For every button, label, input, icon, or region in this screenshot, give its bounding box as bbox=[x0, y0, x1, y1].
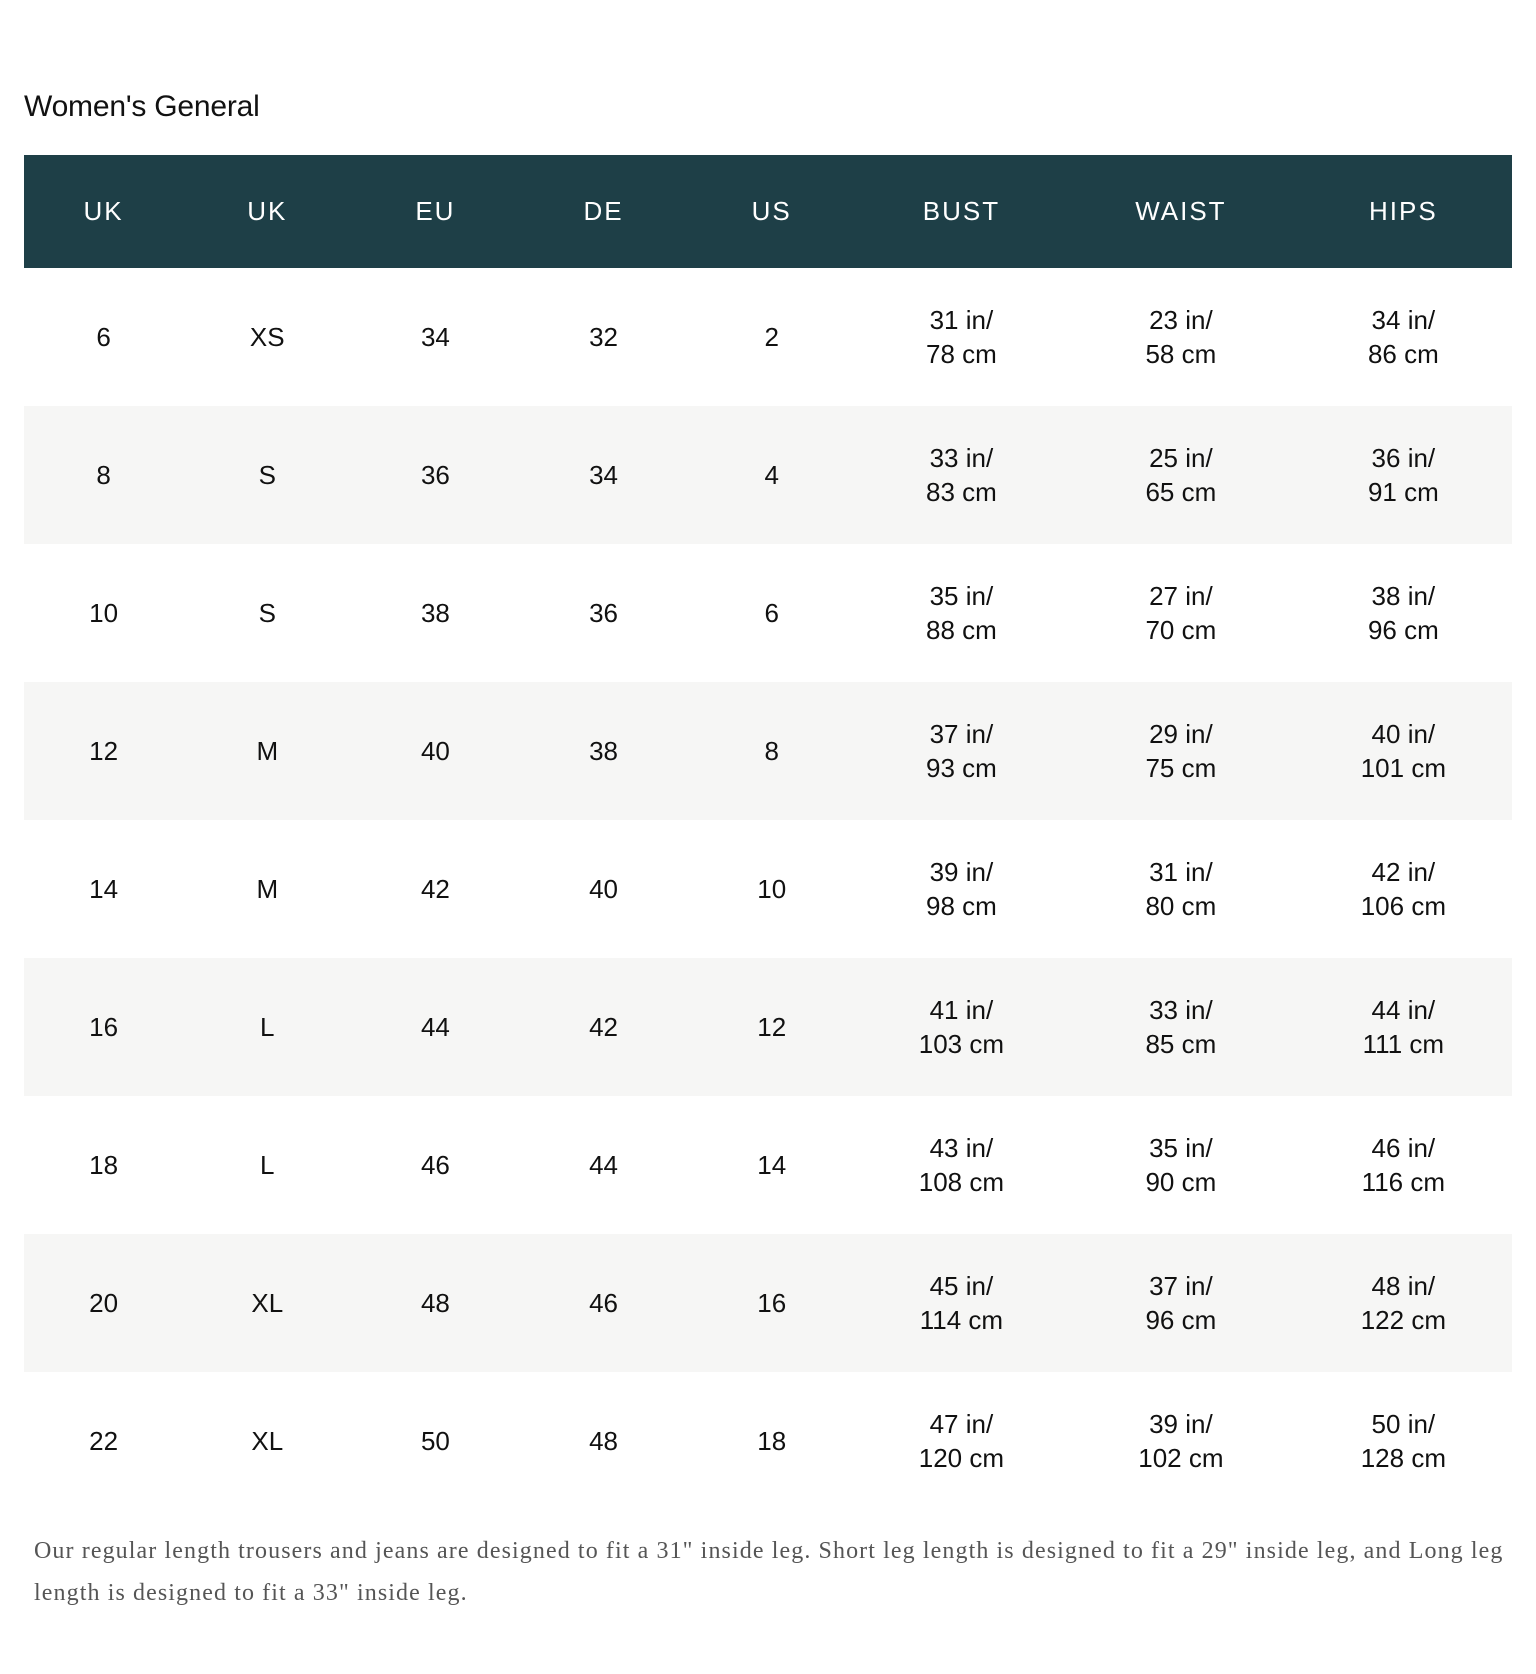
cell-hips bbox=[1295, 268, 1512, 406]
page-title: Women's General bbox=[24, 90, 260, 123]
cell-hips-inches: 42 in/ bbox=[1371, 857, 1436, 887]
cell-hips bbox=[1295, 820, 1512, 958]
cell-bust-inches: 31 in/ bbox=[929, 305, 994, 335]
table-row bbox=[24, 268, 1512, 406]
cell-waist-cm: 58 cm bbox=[1145, 339, 1217, 369]
cell-hips-cm: 128 cm bbox=[1360, 1443, 1446, 1473]
cell-bust bbox=[856, 682, 1067, 820]
cell-hips-inches: 40 in/ bbox=[1371, 719, 1436, 749]
cell-uk-letter: XS bbox=[249, 322, 285, 352]
cell-waist-inches: 27 in/ bbox=[1149, 581, 1213, 611]
cell-hips bbox=[1295, 1096, 1512, 1234]
cell-waist-cm: 70 cm bbox=[1145, 615, 1217, 645]
cell-waist-cm: 80 cm bbox=[1145, 891, 1217, 921]
cell-uk-size: 18 bbox=[89, 1150, 119, 1180]
cell-hips-cm: 116 cm bbox=[1361, 1167, 1446, 1197]
cell-de: 40 bbox=[589, 874, 619, 904]
cell-bust bbox=[856, 1234, 1067, 1372]
table-row bbox=[24, 406, 1512, 544]
cell-waist bbox=[1067, 268, 1295, 406]
cell-waist-cm: 102 cm bbox=[1138, 1443, 1224, 1473]
cell-hips-cm: 86 cm bbox=[1367, 339, 1439, 369]
cell-uk-letter: M bbox=[256, 736, 279, 766]
cell-uk-size: 20 bbox=[89, 1288, 119, 1318]
cell-uk-letter: L bbox=[260, 1150, 275, 1180]
cell-bust-inches: 43 in/ bbox=[929, 1133, 994, 1163]
cell-hips-inches: 34 in/ bbox=[1371, 305, 1436, 335]
cell-hips bbox=[1295, 1372, 1512, 1510]
cell-bust-cm: 93 cm bbox=[926, 753, 997, 783]
cell-eu: 40 bbox=[420, 736, 450, 766]
cell-de: 44 bbox=[589, 1150, 619, 1180]
table-row bbox=[24, 1372, 1512, 1510]
cell-hips-inches: 38 in/ bbox=[1371, 581, 1436, 611]
cell-hips bbox=[1295, 1234, 1512, 1372]
cell-eu: 34 bbox=[420, 322, 450, 352]
cell-bust bbox=[856, 958, 1067, 1096]
cell-hips-inches: 50 in/ bbox=[1371, 1409, 1436, 1439]
table-header-row bbox=[24, 155, 1512, 268]
cell-hips bbox=[1295, 406, 1512, 544]
cell-de: 46 bbox=[589, 1288, 619, 1318]
cell-hips bbox=[1295, 958, 1512, 1096]
cell-waist-inches: 39 in/ bbox=[1149, 1409, 1213, 1439]
header-waist: WAIST bbox=[1135, 196, 1227, 226]
cell-eu: 38 bbox=[420, 598, 450, 628]
cell-de: 38 bbox=[589, 736, 619, 766]
cell-us: 16 bbox=[757, 1288, 787, 1318]
cell-us: 18 bbox=[757, 1426, 787, 1456]
cell-de: 42 bbox=[589, 1012, 619, 1042]
cell-bust-cm: 114 cm bbox=[919, 1305, 1004, 1335]
cell-waist bbox=[1067, 958, 1295, 1096]
cell-uk-letter: XL bbox=[251, 1426, 284, 1456]
cell-eu: 36 bbox=[420, 460, 450, 490]
cell-bust-cm: 83 cm bbox=[926, 477, 997, 507]
header-uk-letter: UK bbox=[247, 196, 288, 226]
cell-bust bbox=[856, 820, 1067, 958]
cell-waist bbox=[1067, 682, 1295, 820]
table-body bbox=[24, 268, 1512, 1510]
cell-hips-cm: 106 cm bbox=[1360, 891, 1446, 921]
cell-waist-inches: 37 in/ bbox=[1149, 1271, 1213, 1301]
header-bust: BUST bbox=[922, 196, 1001, 226]
table-row bbox=[24, 958, 1512, 1096]
cell-uk-letter: S bbox=[258, 598, 276, 628]
cell-bust-inches: 47 in/ bbox=[929, 1409, 994, 1439]
cell-waist-cm: 85 cm bbox=[1145, 1029, 1217, 1059]
cell-bust-cm: 120 cm bbox=[918, 1443, 1005, 1473]
cell-bust-cm: 78 cm bbox=[926, 339, 997, 369]
cell-us: 10 bbox=[757, 874, 787, 904]
header-us: US bbox=[751, 196, 792, 226]
inside-leg-note: Our regular length trousers and jeans are designed to fit a 31" inside leg. Short leg length is designed to fit a 29" inside leg, and Long leg length is designed to fit a 33" inside leg. bbox=[34, 1538, 1504, 1606]
cell-de: 36 bbox=[589, 598, 619, 628]
cell-waist-cm: 90 cm bbox=[1145, 1167, 1217, 1197]
cell-bust-inches: 39 in/ bbox=[929, 857, 994, 887]
cell-uk-size: 8 bbox=[96, 460, 111, 490]
cell-waist bbox=[1067, 1096, 1295, 1234]
cell-waist-cm: 65 cm bbox=[1145, 477, 1217, 507]
cell-hips-cm: 122 cm bbox=[1360, 1305, 1446, 1335]
cell-hips-cm: 101 cm bbox=[1360, 753, 1446, 783]
cell-bust-inches: 37 in/ bbox=[929, 719, 994, 749]
cell-bust bbox=[856, 544, 1067, 682]
cell-waist bbox=[1067, 544, 1295, 682]
cell-bust-cm: 88 cm bbox=[926, 615, 997, 645]
cell-uk-letter: S bbox=[258, 460, 276, 490]
cell-hips-inches: 46 in/ bbox=[1371, 1133, 1436, 1163]
cell-waist bbox=[1067, 820, 1295, 958]
header-eu: EU bbox=[415, 196, 456, 226]
cell-uk-letter: XL bbox=[251, 1288, 284, 1318]
cell-hips-inches: 48 in/ bbox=[1371, 1271, 1436, 1301]
cell-bust-inches: 35 in/ bbox=[929, 581, 994, 611]
cell-bust-cm: 103 cm bbox=[918, 1029, 1005, 1059]
table-row bbox=[24, 1234, 1512, 1372]
cell-waist-inches: 35 in/ bbox=[1149, 1133, 1213, 1163]
cell-hips-inches: 44 in/ bbox=[1371, 995, 1436, 1025]
header-de: DE bbox=[583, 196, 624, 226]
cell-us: 2 bbox=[764, 322, 779, 352]
cell-bust bbox=[856, 1372, 1067, 1510]
cell-waist bbox=[1067, 1372, 1295, 1510]
cell-hips-inches: 36 in/ bbox=[1371, 443, 1436, 473]
cell-uk-size: 16 bbox=[89, 1012, 119, 1042]
table-row bbox=[24, 1096, 1512, 1234]
cell-waist-cm: 75 cm bbox=[1145, 753, 1217, 783]
cell-eu: 44 bbox=[420, 1012, 450, 1042]
cell-uk-letter: L bbox=[260, 1012, 275, 1042]
header-hips: HIPS bbox=[1369, 196, 1438, 226]
cell-eu: 48 bbox=[420, 1288, 450, 1318]
cell-bust bbox=[856, 1096, 1067, 1234]
cell-uk-size: 22 bbox=[89, 1426, 119, 1456]
cell-uk-size: 10 bbox=[89, 598, 119, 628]
cell-waist-inches: 31 in/ bbox=[1149, 857, 1213, 887]
cell-waist-inches: 29 in/ bbox=[1149, 719, 1213, 749]
cell-us: 8 bbox=[764, 736, 779, 766]
table-row bbox=[24, 820, 1512, 958]
cell-hips-cm: 91 cm bbox=[1367, 477, 1439, 507]
cell-hips bbox=[1295, 544, 1512, 682]
cell-bust bbox=[856, 268, 1067, 406]
cell-de: 48 bbox=[589, 1426, 619, 1456]
cell-de: 34 bbox=[589, 460, 619, 490]
table-row bbox=[24, 682, 1512, 820]
cell-bust-inches: 41 in/ bbox=[929, 995, 994, 1025]
cell-bust-inches: 45 in/ bbox=[929, 1271, 994, 1301]
cell-hips-cm: 96 cm bbox=[1367, 615, 1439, 645]
cell-uk-size: 14 bbox=[89, 874, 119, 904]
cell-uk-size: 6 bbox=[96, 322, 111, 352]
cell-us: 12 bbox=[757, 1012, 787, 1042]
cell-waist-inches: 33 in/ bbox=[1149, 995, 1213, 1025]
cell-waist bbox=[1067, 406, 1295, 544]
header-uk-size: UK bbox=[83, 196, 124, 226]
cell-bust-inches: 33 in/ bbox=[929, 443, 994, 473]
cell-eu: 42 bbox=[420, 874, 450, 904]
cell-waist-cm: 96 cm bbox=[1145, 1305, 1217, 1335]
cell-eu: 50 bbox=[420, 1426, 450, 1456]
cell-bust-cm: 108 cm bbox=[918, 1167, 1005, 1197]
cell-us: 4 bbox=[764, 460, 779, 490]
cell-waist-inches: 23 in/ bbox=[1149, 305, 1213, 335]
cell-uk-size: 12 bbox=[89, 736, 119, 766]
cell-de: 32 bbox=[589, 322, 619, 352]
cell-hips bbox=[1295, 682, 1512, 820]
cell-eu: 46 bbox=[420, 1150, 450, 1180]
cell-bust-cm: 98 cm bbox=[926, 891, 997, 921]
cell-us: 14 bbox=[757, 1150, 787, 1180]
cell-waist bbox=[1067, 1234, 1295, 1372]
cell-waist-inches: 25 in/ bbox=[1149, 443, 1213, 473]
cell-bust bbox=[856, 406, 1067, 544]
table-row bbox=[24, 544, 1512, 682]
cell-us: 6 bbox=[764, 598, 779, 628]
size-table bbox=[24, 155, 1512, 1510]
cell-uk-letter: M bbox=[256, 874, 279, 904]
cell-hips-cm: 111 cm bbox=[1362, 1029, 1445, 1059]
